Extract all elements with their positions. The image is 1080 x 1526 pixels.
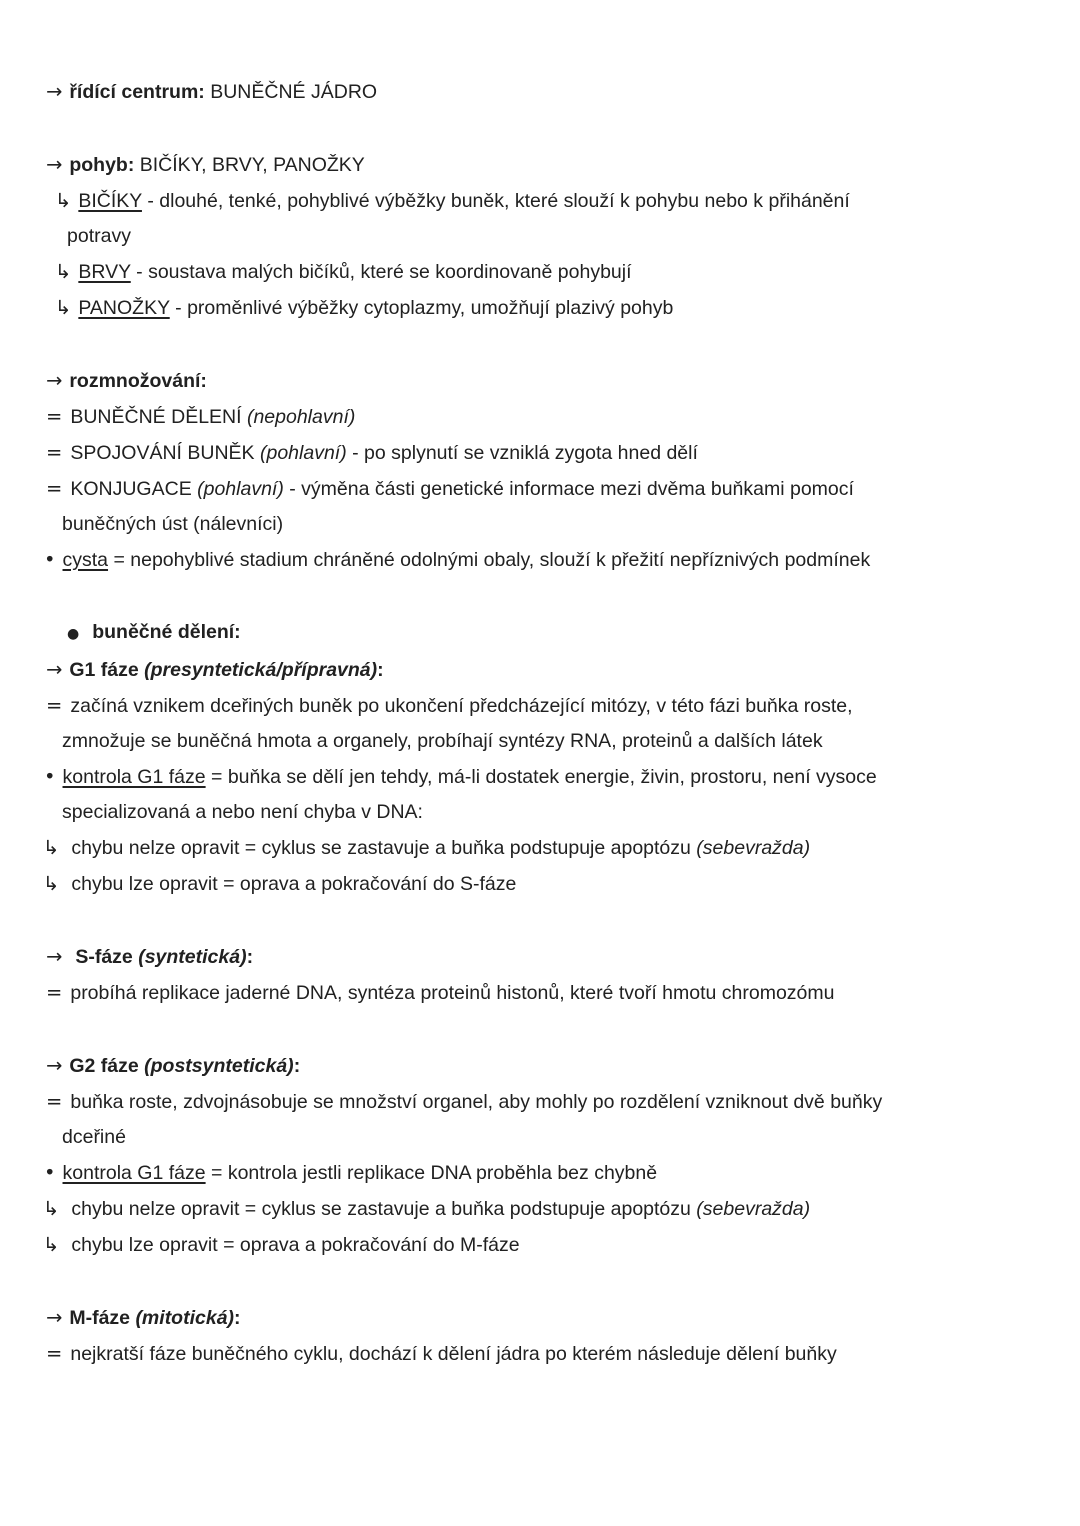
text-run: - soustava malých bičíků, které se koordinovaně pohybují [130, 261, 632, 283]
right-arrow-marker: → [46, 1054, 63, 1077]
doc-line [44, 759, 1044, 795]
doc-line [67, 615, 1044, 652]
doc-line [46, 939, 1044, 975]
text-run: SPOJOVÁNÍ BUNĚK [70, 442, 260, 464]
text-run: BUNĚČNÉ DĚLENÍ [70, 406, 247, 428]
doc-line [46, 363, 1044, 399]
text-run: M-fáze [69, 1307, 136, 1329]
doc-line [46, 399, 1044, 435]
doc-line [62, 724, 1044, 759]
text-run: cysta [62, 549, 109, 571]
text-run: probíhá replikace jaderné DNA, syntéza proteinů histonů, které tvoří hmotu chromozómu [70, 982, 835, 1004]
text-run: rozmnožování: [69, 370, 207, 392]
text-run: - výměna části genetické informace mezi dvěma buňkami pomocí [283, 478, 854, 500]
branch-arrow-icon: ↳ [43, 1233, 60, 1256]
right-arrow-marker: → [46, 153, 63, 176]
small-bullet-marker: • [44, 1161, 56, 1184]
doc-line [55, 254, 1044, 290]
text-run: = kontrola jestli replikace DNA proběhla bez chybně [205, 1162, 658, 1184]
text-run: pohyb: [69, 154, 135, 176]
text-run: (postsyntetická) [144, 1055, 294, 1077]
doc-line [43, 830, 1044, 866]
right-arrow-marker: → [46, 658, 63, 681]
text-run: : [234, 1307, 241, 1329]
doc-line [46, 435, 1044, 471]
doc-line [43, 1191, 1044, 1227]
doc-line [46, 1336, 1044, 1372]
doc-line [46, 1300, 1044, 1336]
text-run: chybu lze opravit = oprava a pokračování do S-fáze [71, 873, 517, 895]
text-run: G2 fáze [69, 1055, 145, 1077]
text-run: = buňka se dělí jen tehdy, má-li dostatek energie, živin, prostoru, není vysoce [205, 766, 877, 788]
text-run: BRVY [78, 261, 131, 283]
text-run: (nepohlavní) [246, 406, 356, 428]
doc-line [62, 795, 1044, 830]
text-run: (mitotická) [135, 1307, 235, 1329]
text-run: nejkratší fáze buněčného cyklu, dochází k dělení jádra po kterém následuje dělení buňky [70, 1343, 837, 1365]
doc-line [62, 1120, 1044, 1155]
text-run: - dlouhé, tenké, pohyblivé výběžky buněk, které slouží k pohybu nebo k přihánění [141, 190, 850, 212]
doc-line [55, 183, 1044, 219]
doc-line [46, 975, 1044, 1011]
doc-line [67, 219, 1044, 254]
text-run: (presyntetická/přípravná) [144, 659, 378, 681]
doc-line [46, 74, 1044, 110]
text-run: zmnožuje se buněčná hmota a organely, probíhají syntézy RNA, proteinů a dalších látek [62, 730, 823, 752]
text-run: (sebevražda) [696, 837, 811, 859]
doc-line [46, 688, 1044, 724]
text-run: chybu lze opravit = oprava a pokračování do M-fáze [71, 1234, 520, 1256]
equals-marker: = [46, 441, 63, 464]
text-run: začíná vznikem dceřiných buněk po ukončení předcházející mitózy, v této fázi buňka roste, [70, 695, 853, 717]
small-bullet-marker: • [44, 548, 56, 571]
doc-line [43, 1227, 1044, 1263]
doc-line [55, 290, 1044, 326]
text-run: buněčné dělení: [92, 621, 241, 643]
text-run: BIČÍKY [78, 190, 142, 212]
text-run: dceřiné [62, 1126, 126, 1148]
branch-arrow-icon: ↳ [55, 296, 72, 319]
text-run: kontrola G1 fáze [62, 766, 206, 788]
text-run: chybu nelze opravit = cyklus se zastavuje a buňka podstupuje apoptózu [71, 837, 697, 859]
equals-marker: = [46, 477, 63, 500]
text-run: (pohlavní) [197, 478, 284, 500]
text-run: PANOŽKY [78, 297, 170, 319]
text-run: = nepohyblivé stadium chráněné odolnými obaly, slouží k přežití nepříznivých podmínek [108, 549, 871, 571]
text-run: chybu nelze opravit = cyklus se zastavuje a buňka podstupuje apoptózu [71, 1198, 697, 1220]
doc-line [43, 866, 1044, 902]
equals-marker: = [46, 405, 63, 428]
branch-arrow-icon: ↳ [55, 260, 72, 283]
doc-line [44, 542, 1044, 578]
list-bullet-marker: ● [67, 626, 80, 642]
doc-line [62, 507, 1044, 542]
text-run: S-fáze [75, 946, 139, 968]
doc-line [46, 147, 1044, 183]
branch-arrow-icon: ↳ [43, 1197, 60, 1220]
doc-line [46, 1084, 1044, 1120]
branch-arrow-icon: ↳ [43, 872, 60, 895]
text-run: (sebevražda) [696, 1198, 811, 1220]
text-run: - proměnlivé výběžky cytoplazmy, umožňují plazivý pohyb [169, 297, 674, 319]
text-run: BIČÍKY, BRVY, PANOŽKY [134, 154, 365, 176]
equals-marker: = [46, 1090, 63, 1113]
right-arrow-marker: → [46, 369, 63, 392]
text-run: : [293, 1055, 301, 1077]
small-bullet-marker: • [44, 765, 56, 788]
doc-line [46, 1048, 1044, 1084]
text-run: buněčných úst (nálevníci) [62, 513, 284, 535]
text-run: - po splynutí se vzniklá zygota hned dělí [346, 442, 698, 464]
text-run: BUNĚČNÉ JÁDRO [204, 81, 378, 103]
text-run: řídící centrum: [69, 81, 205, 103]
branch-arrow-icon: ↳ [55, 189, 72, 212]
doc-line [44, 1155, 1044, 1191]
text-run: (pohlavní) [259, 442, 347, 464]
text-run: : [246, 946, 254, 968]
text-run: specializovaná a nebo není chyba v DNA: [62, 801, 423, 823]
text-run: G1 fáze [69, 659, 145, 681]
text-run: kontrola G1 fáze [62, 1162, 206, 1184]
right-arrow-marker: → [46, 1306, 63, 1329]
equals-marker: = [46, 981, 63, 1004]
text-run: KONJUGACE [70, 478, 198, 500]
text-run: : [377, 659, 384, 681]
equals-marker: = [46, 694, 63, 717]
right-arrow-marker: → [46, 945, 63, 968]
right-arrow-marker: → [46, 80, 63, 103]
branch-arrow-icon: ↳ [43, 836, 60, 859]
text-run: buňka roste, zdvojnásobuje se množství organel, aby mohly po rozdělení vzniknout dvě buňky [70, 1091, 883, 1113]
doc-line [46, 652, 1044, 688]
text-run: (syntetická) [138, 946, 247, 968]
equals-marker: = [46, 1342, 63, 1365]
text-run: potravy [67, 225, 131, 247]
doc-line [46, 471, 1044, 507]
